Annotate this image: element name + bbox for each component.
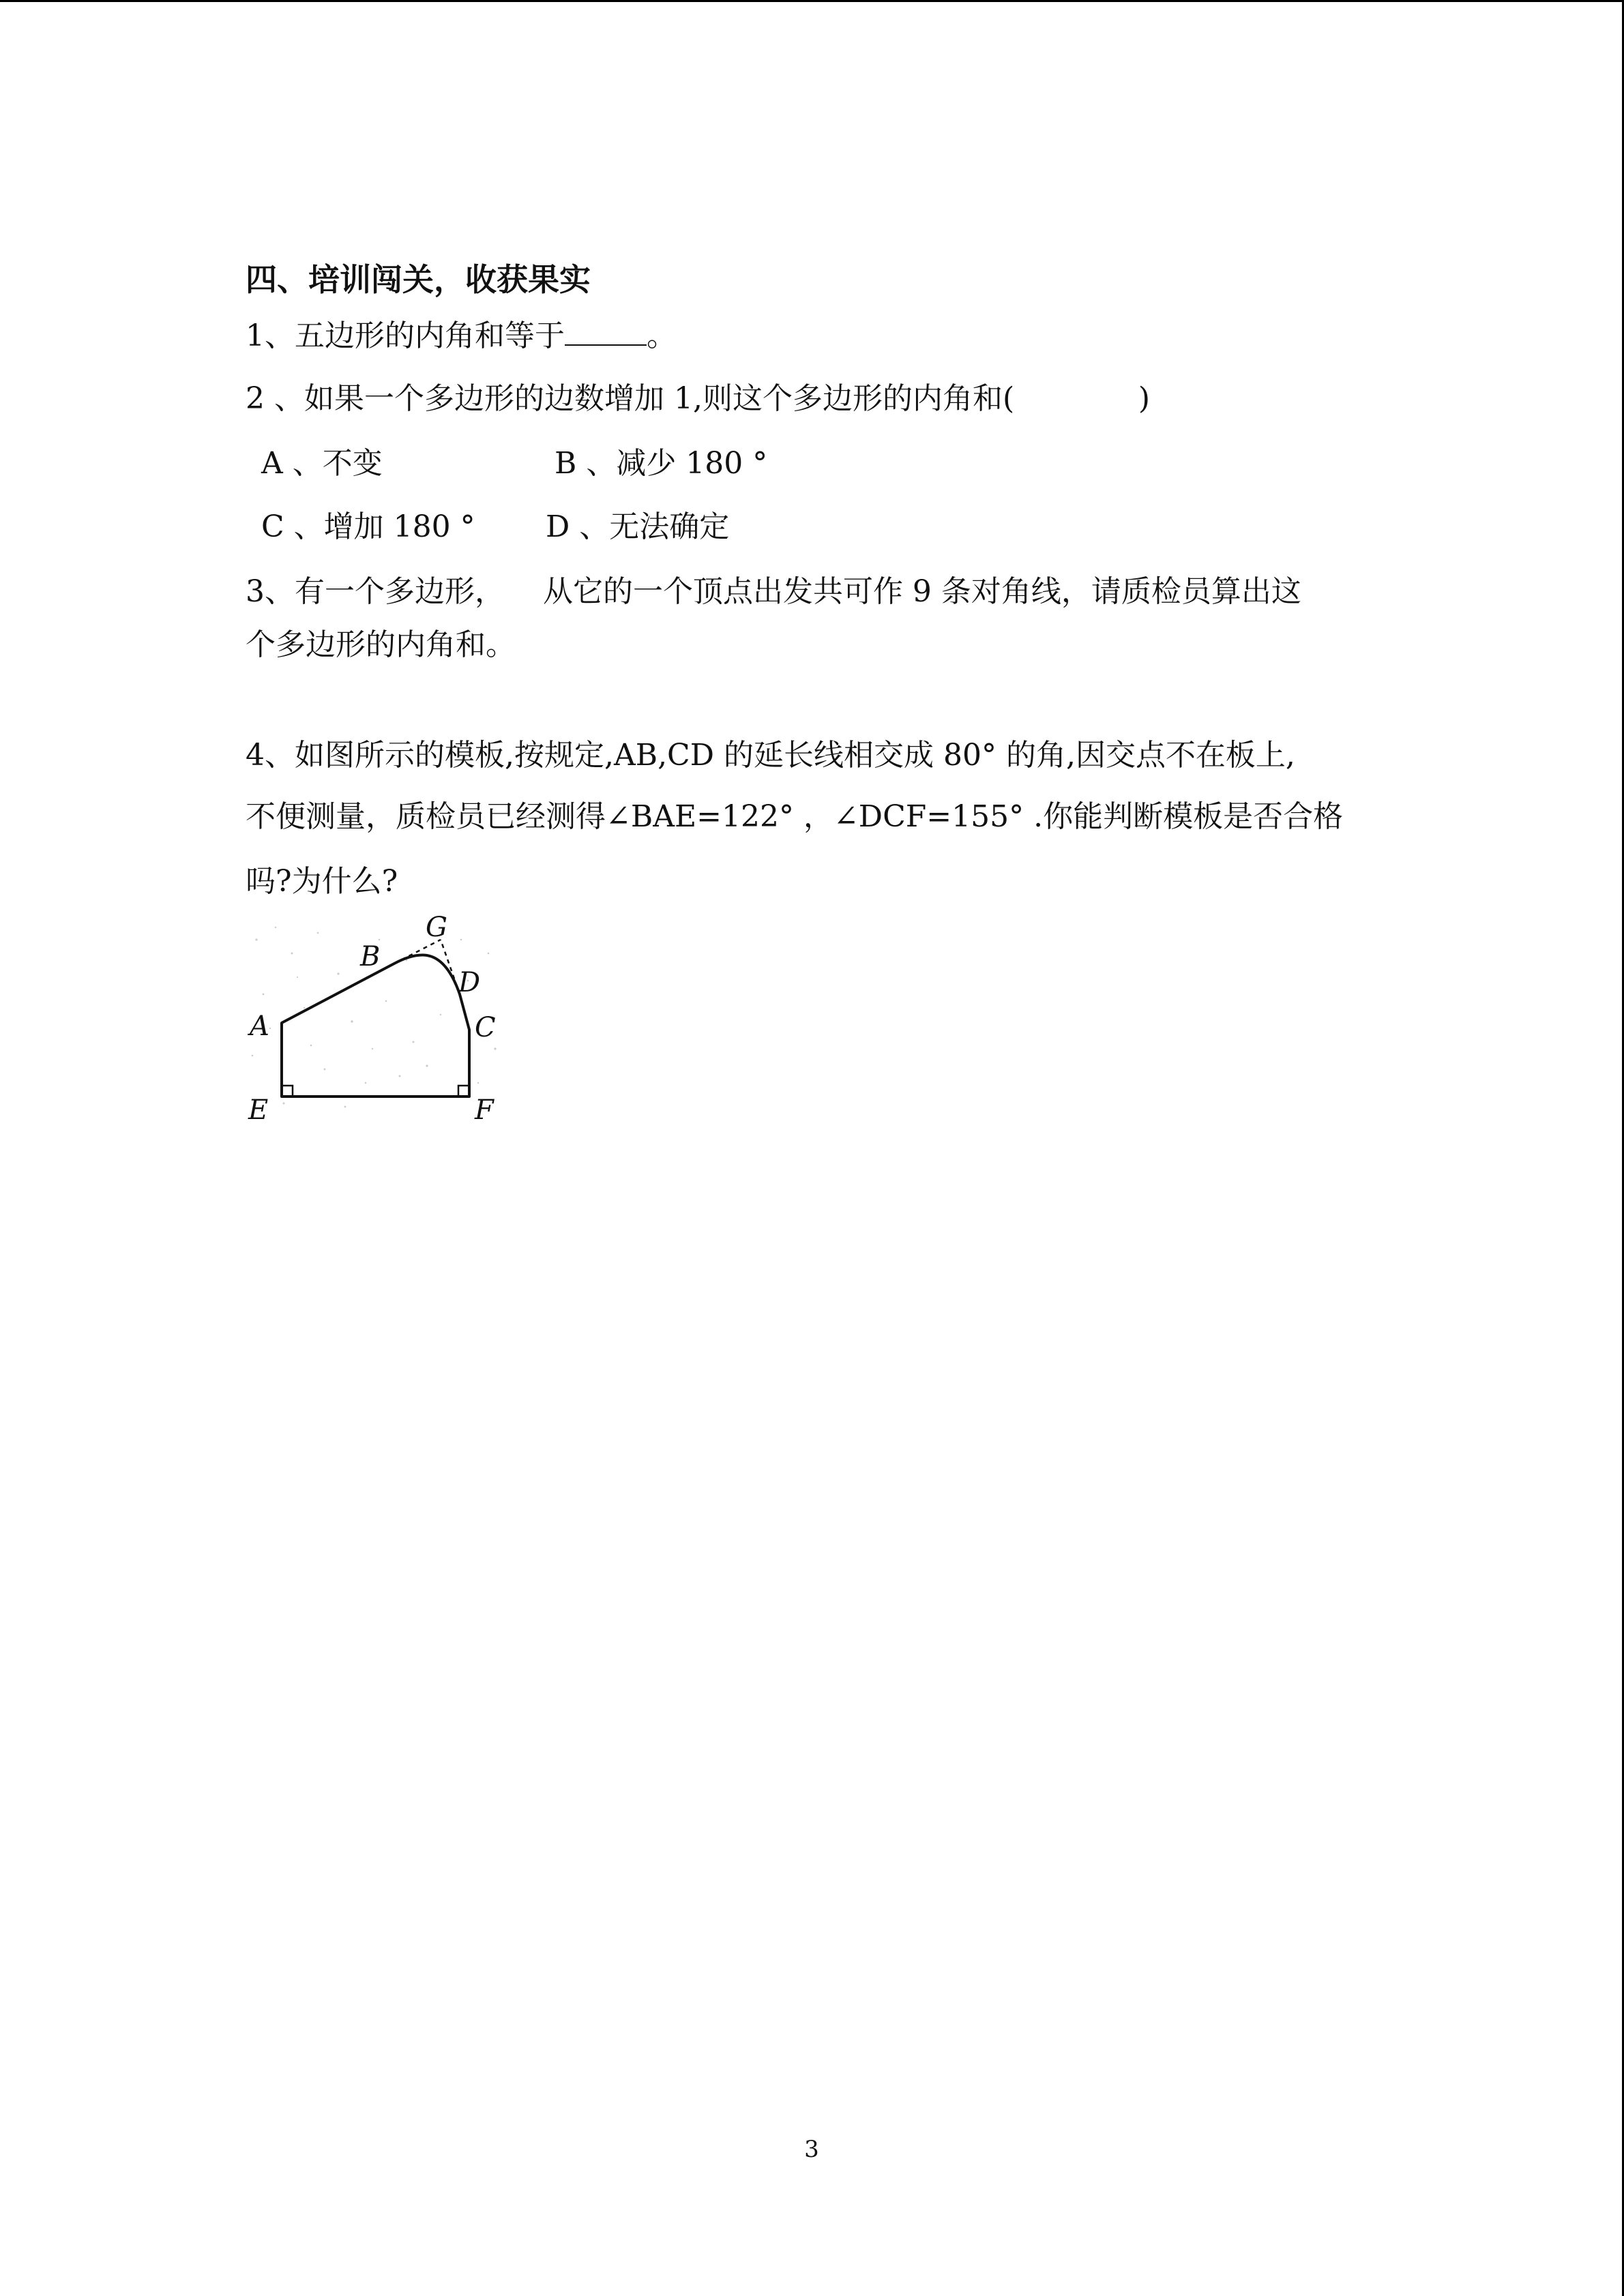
question-3-line-2: 个多边形的内角和。 [246,627,516,662]
label-a: A [250,1011,269,1042]
label-b: B [360,941,381,972]
label-g: G [426,912,447,943]
option-b: B 、减少 180 ° [555,446,768,481]
question-4-line-2: 不便测量，质检员已经测得∠BAE=122° ，∠DCF=155° .你能判断模板是否合格 [246,799,1344,834]
question-1-text: 1、五边形的内角和等于 [246,318,565,353]
label-c: C [475,1012,496,1043]
question-2: 2 、如果一个多边形的边数增加 1,则这个多边形的内角和( ) [246,381,1151,416]
section-title: 四、培训闯关，收获果实 [246,261,591,298]
answer-blank[interactable] [565,317,647,346]
template-figure [243,912,509,1125]
right-angle-mark-f [458,1086,469,1097]
extension-line-dg [441,940,460,994]
option-c: C 、增加 180 ° [261,509,475,544]
template-diagram [243,912,509,1125]
right-angle-mark-e [282,1086,293,1097]
question-4-line-1: 4、如图所示的模板,按规定,AB,CD 的延长线相交成 80° 的角,因交点不在板上, [246,738,1295,773]
question-4-line-3: 吗?为什么? [246,864,398,899]
question-1 [246,317,677,355]
label-f: F [475,1094,494,1125]
page-border-top [0,0,1624,2]
question-3-line-1: 3、有一个多边形， 从它的一个顶点出发共可作 9 条对角线，请质检员算出这 [246,574,1301,609]
label-d: D [458,967,481,998]
label-e: E [248,1094,269,1125]
question-1-suffix: 。 [647,318,677,353]
option-d: D 、无法确定 [546,509,730,544]
page-number: 3 [804,2136,819,2163]
template-outline [282,955,469,1097]
option-a: A 、不变 [261,446,383,481]
